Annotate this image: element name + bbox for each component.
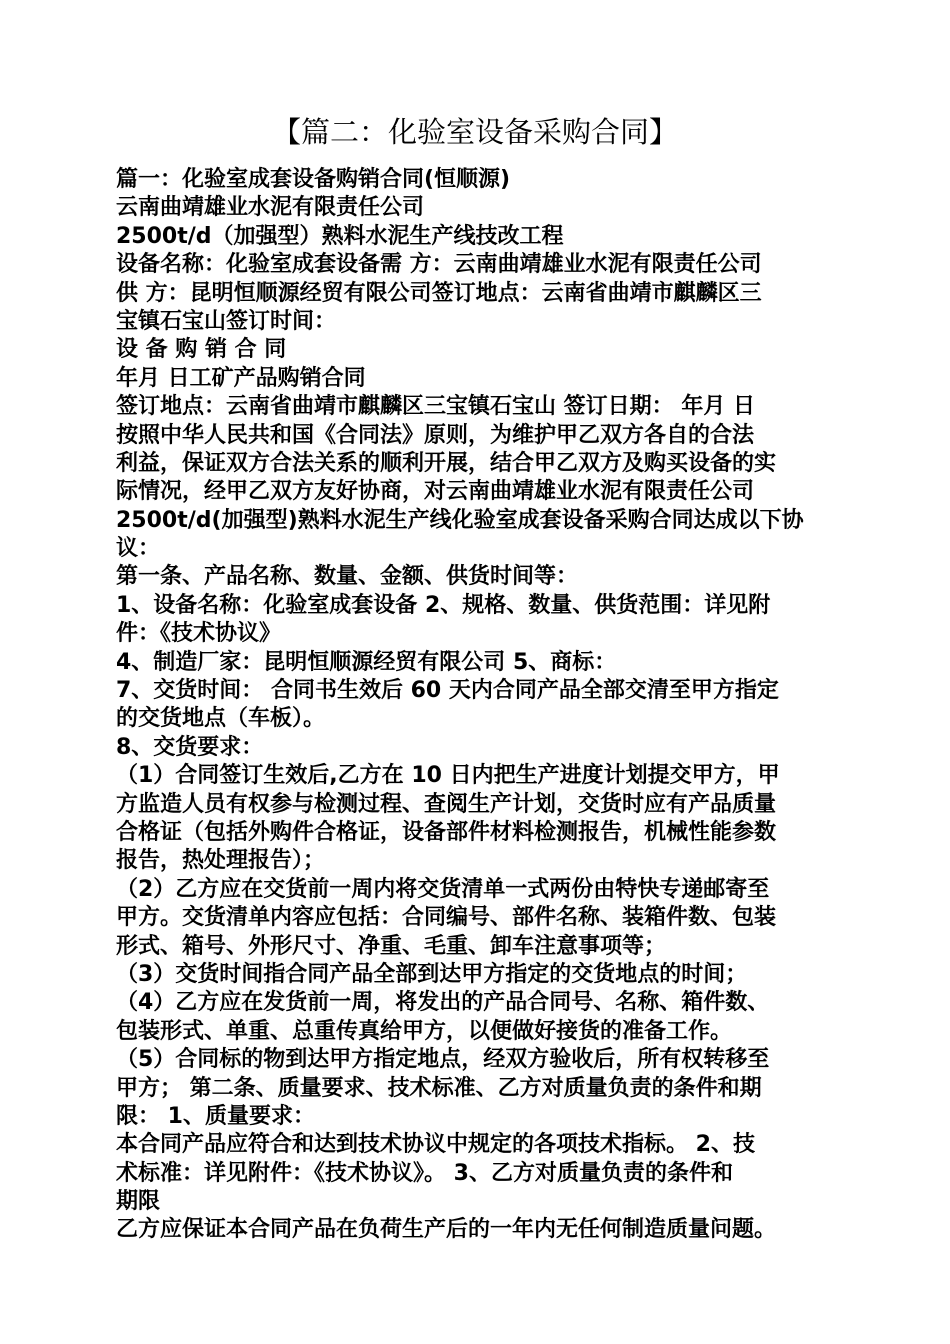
- text-line: （3）交货时间指合同产品全部到达甲方指定的交货地点的时间；: [116, 961, 748, 987]
- text-line: 期限: [116, 1189, 161, 1215]
- text-line: 宝镇石宝山签订时间：: [116, 308, 337, 334]
- text-line: 合格证（包括外购件合格证，设备部件材料检测报告，机械性能参数: [116, 819, 777, 845]
- text-line: （1）合同签订生效后,乙方在 10 日内把生产进度计划提交甲方，甲: [116, 763, 780, 789]
- text-line: 报告，热处理报告）；: [116, 848, 326, 874]
- text-line: 7、交货时间： 合同书生效后 60 天内合同产品全部交清至甲方指定: [116, 678, 779, 704]
- text-line: 术标准：详见附件：《技术协议》。 3、乙方对质量负责的条件和: [116, 1160, 733, 1186]
- text-line: 限： 1、质量要求：: [116, 1103, 315, 1129]
- text-line: 供 方：昆明恒顺源经贸有限公司签订地点：云南省曲靖市麒麟区三: [116, 280, 762, 306]
- text-line: 第一条、产品名称、数量、金额、供货时间等：: [116, 564, 579, 590]
- document-body: [116, 166, 836, 1245]
- text-line: 年月 日工矿产品购销合同: [116, 365, 366, 391]
- text-line: 云南曲靖雄业水泥有限责任公司: [116, 195, 425, 221]
- text-line: 利益，保证双方合法关系的顺利开展，结合甲乙双方及购买设备的实: [116, 450, 777, 476]
- text-line: 1、设备名称：化验室成套设备 2、规格、数量、供货范围：详见附: [116, 592, 771, 618]
- text-line: 甲方。交货清单内容应包括：合同编号、部件名称、装箱件数、包装: [116, 905, 777, 931]
- text-line: 形式、箱号、外形尺寸、净重、毛重、卸车注意事项等；: [116, 933, 667, 959]
- text-line: 际情况，经甲乙双方友好协商，对云南曲靖雄业水泥有限责任公司: [116, 479, 755, 505]
- text-line: （2）乙方应在交货前一周内将交货清单一式两份由特快专递邮寄至: [116, 876, 770, 902]
- text-line: 方监造人员有权参与检测过程、查阅生产计划，交货时应有产品质量: [116, 791, 777, 817]
- text-line: 的交货地点（车板）。: [116, 706, 326, 732]
- text-line: 件：《技术协议》: [116, 621, 282, 647]
- text-line: （5）合同标的物到达甲方指定地点，经双方验收后，所有权转移至: [116, 1047, 770, 1073]
- text-line: 设备名称：化验室成套设备需 方：云南曲靖雄业水泥有限责任公司: [116, 252, 762, 278]
- text-line: 按照中华人民共和国《合同法》原则，为维护甲乙双方各自的合法: [116, 422, 755, 448]
- text-line: 设 备 购 销 合 同: [116, 337, 287, 363]
- text-line: 2500t/d（加强型）熟料水泥生产线技改工程: [116, 223, 564, 249]
- text-line: 本合同产品应符合和达到技术协议中规定的各项技术指标。 2、技: [116, 1132, 755, 1158]
- text-line: 4、制造厂家：昆明恒顺源经贸有限公司 5、商标：: [116, 649, 617, 675]
- text-line: 篇一：化验室成套设备购销合同(恒顺源): [116, 167, 511, 192]
- text-line: 甲方； 第二条、质量要求、技术标准、乙方对质量负责的条件和期: [116, 1075, 762, 1101]
- text-line: 包装形式、单重、总重传真给甲方，以便做好接货的准备工作。: [116, 1018, 733, 1044]
- text-line: （4）乙方应在发货前一周，将发出的产品合同号、名称、箱件数、: [116, 990, 770, 1016]
- text-line: 议：: [116, 536, 161, 562]
- text-line: 8、交货要求：: [116, 734, 264, 760]
- text-line: 乙方应保证本合同产品在负荷生产后的一年内无任何制造质量问题。: [116, 1217, 777, 1243]
- document-title: 【篇二：化验室设备采购合同】: [271, 115, 678, 149]
- text-line: 2500t/d(加强型)熟料水泥生产线化验室成套设备采购合同达成以下协: [116, 507, 804, 533]
- text-line: 签订地点：云南省曲靖市麒麟区三宝镇石宝山 签订日期： 年月 日: [116, 394, 755, 420]
